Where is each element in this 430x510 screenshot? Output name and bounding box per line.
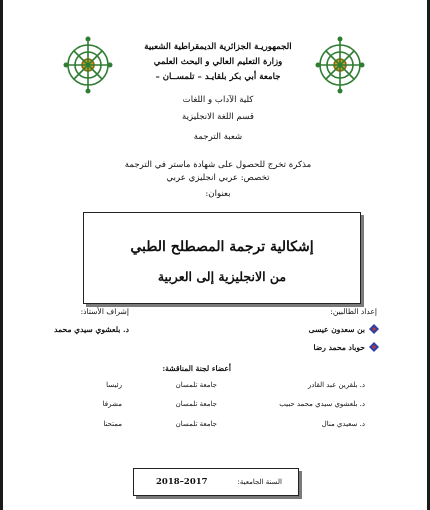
university-name: جامعة أبي بكر بلقايـد – تلمســان – — [155, 72, 281, 82]
memo-titled: بعنوان: — [205, 189, 231, 199]
memo-purpose: مذكرة تخرج للحصول على شهادة ماستر في الترجمة — [124, 160, 312, 170]
academic-year-label: السنة الجامعية: — [237, 478, 282, 486]
preparation-heading: إعداد الطالبين: — [330, 307, 377, 316]
committee-member-name: د. بلقرين عبد القادر — [307, 381, 365, 389]
committee-member-name: د. سعيدي منال — [321, 420, 365, 428]
committee-member-university: جامعة تلمسان — [175, 420, 217, 428]
faculty-name: كلية الآداب و اللغات — [182, 95, 254, 105]
republic-name: الجمهوريـة الجزائرية الديمقراطية الشعبية — [144, 42, 292, 52]
academic-year-value: 2018–2017 — [156, 477, 208, 487]
committee-member-role: رئيسا — [106, 381, 122, 389]
committee-member-role: ممتحنا — [103, 420, 122, 428]
ministry-name: وزارة التعليم العالي و البحث العلمي — [153, 57, 283, 67]
thesis-title-line2: من الانجليزية إلى العربية — [157, 269, 287, 284]
branch-name: شعبة الترجمة — [193, 132, 243, 142]
thesis-title-line1: إشكالية ترجمة المصطلح الطبي — [130, 239, 314, 255]
diamond-bullet-icon — [369, 324, 379, 334]
diamond-bullet-icon — [369, 342, 379, 352]
committee-heading: أعضاء لجنة المناقشة: — [162, 364, 231, 373]
thesis-title-box — [83, 212, 361, 304]
supervisor-name: د. بلعشوي سيدي محمد — [54, 325, 129, 334]
committee-member-name: د. بلعشوي سيدي محمد حبيب — [279, 400, 365, 408]
committee-member-university: جامعة تلمسان — [175, 381, 217, 389]
student-name: بن سعدون عيسى — [308, 325, 365, 334]
academic-year-box — [133, 468, 299, 496]
memo-specialty: تخصص: عربي انجليزي عربي — [166, 173, 270, 183]
supervision-heading: إشراف الأستاذ: — [80, 307, 129, 316]
committee-member-role: مشرفا — [102, 400, 122, 408]
department-name: قسم اللغة الانجليزية — [182, 112, 254, 122]
committee-member-university: جامعة تلمسان — [175, 400, 217, 408]
student-name: حوباد محمد رضا — [313, 343, 365, 352]
